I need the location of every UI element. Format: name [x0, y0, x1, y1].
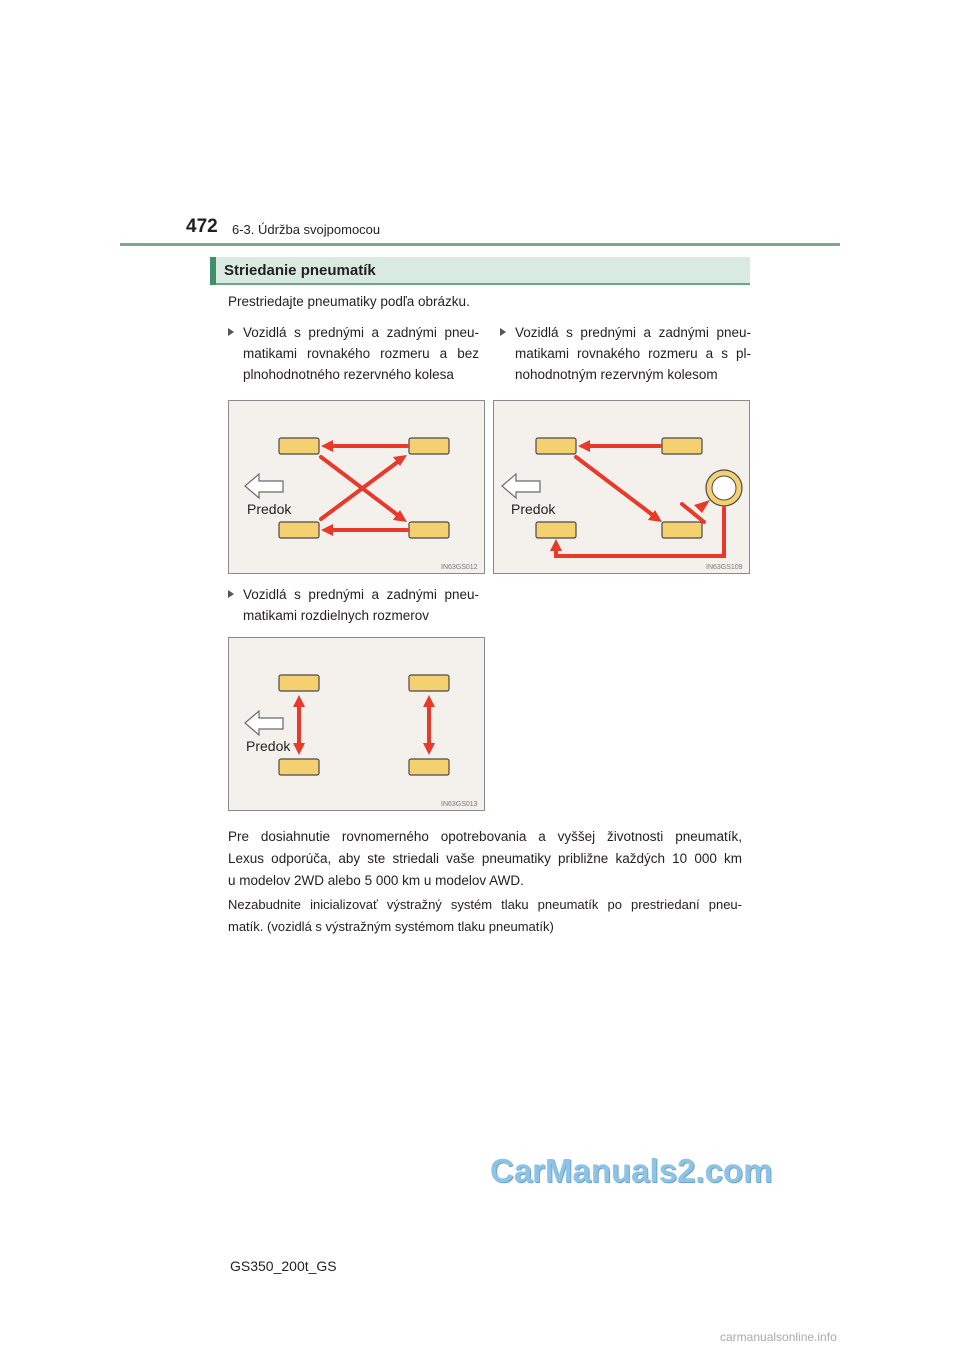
tire-rear-left	[279, 522, 319, 538]
header-rule	[120, 243, 840, 246]
tire-front-right	[662, 438, 702, 454]
footer-url: carmanualsonline.info	[720, 1330, 837, 1344]
tire-front-right	[409, 438, 449, 454]
tire-front-left	[536, 438, 576, 454]
bullet-same-size-with-spare	[500, 322, 760, 388]
front-label: Predok	[511, 501, 556, 517]
tire-rear-left	[279, 759, 319, 775]
bullet-same-size-no-spare	[228, 322, 488, 388]
tire-front-right	[409, 675, 449, 691]
model-code: GS350_200t_GS	[230, 1258, 337, 1274]
page-number: 472	[186, 216, 218, 237]
diagram-rotation-no-spare	[228, 400, 485, 574]
section-title: Striedanie pneumatík	[224, 262, 376, 279]
section-accent	[210, 257, 216, 285]
rotation-diagram-svg	[494, 401, 749, 573]
bullet-triangle-icon	[500, 328, 506, 336]
diagram-rotation-different-sizes	[228, 637, 485, 811]
front-label: Predok	[246, 738, 291, 754]
tire-rear-left	[536, 522, 576, 538]
tpms-reminder-paragraph: Nezabudnite inicializovať výstražný systém tlaku pneumatík po prestriedaní pneu- matík. (vozidlá s výstražným systémom tlaku pneumatík)	[228, 897, 742, 934]
diagram-code: IN63GS012	[441, 564, 478, 571]
tire-front-left	[279, 438, 319, 454]
tire-rear-right	[409, 522, 449, 538]
bullet-different-sizes	[228, 584, 488, 628]
bullet-triangle-icon	[228, 590, 234, 598]
tire-front-left	[279, 675, 319, 691]
diagram-rotation-with-spare	[493, 400, 750, 574]
bullet-text: Vozidlá s prednými a zadnými pneu- matikami rovnakého rozmeru a s pl- nohodnotným rezervným kolesom	[515, 325, 751, 382]
watermark-logo: CarManuals2.com	[490, 1152, 773, 1189]
front-label: Predok	[247, 501, 292, 517]
bullet-text: Vozidlá s prednými a zadnými pneu- matikami rovnakého rozmeru a bez plnohodnotného rezervného kolesa	[243, 325, 479, 382]
bullet-text: Vozidlá s prednými a zadnými pneu- matikami rozdielnych rozmerov	[243, 587, 479, 623]
intro-text: Prestriedajte pneumatiky podľa obrázku.	[228, 294, 470, 309]
rotation-diagram-svg	[229, 401, 484, 573]
diagram-code: IN63GS109	[706, 564, 743, 571]
bullet-triangle-icon	[228, 328, 234, 336]
tire-rear-right	[409, 759, 449, 775]
section-header	[210, 257, 750, 285]
rotation-diagram-svg	[229, 638, 484, 810]
tire-rear-right	[662, 522, 702, 538]
diagram-code: IN63GS013	[441, 801, 478, 808]
chapter-title: 6-3. Údržba svojpomocou	[232, 222, 381, 237]
rotation-interval-paragraph: Pre dosiahnutie rovnomerného opotrebovania a vyššej životnosti pneumatík, Lexus odporúča, aby ste striedali vaše pneumatiky približne každých 10 000 km u modelov 2WD alebo 5 000 km u modelov AWD.	[228, 829, 742, 888]
